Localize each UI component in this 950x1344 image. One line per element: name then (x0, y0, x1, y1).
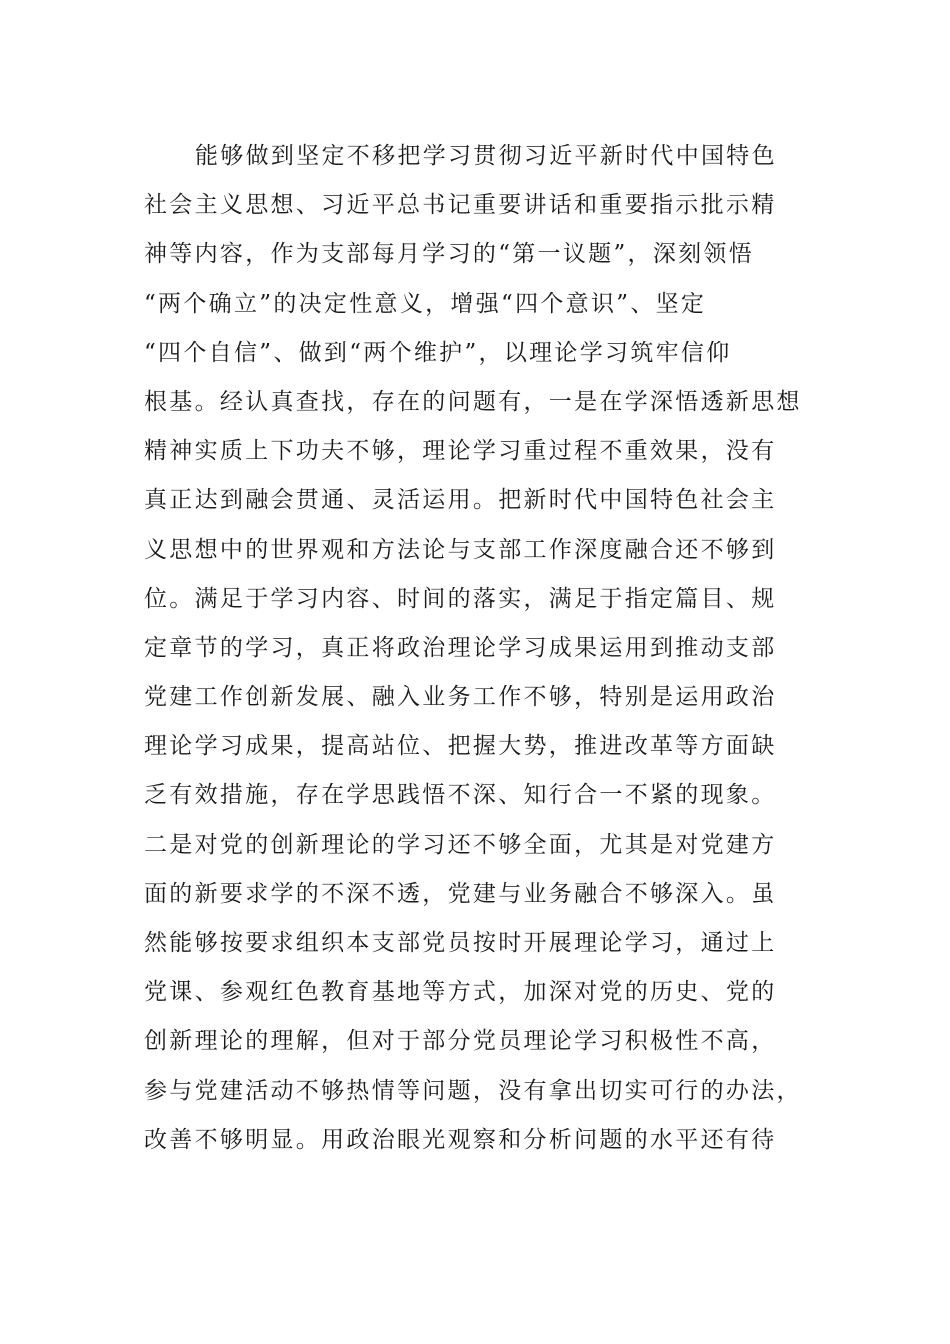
text-line: 神等内容，作为支部每月学习的“第一议题”，深刻领悟 (144, 241, 755, 268)
text-line: 然能够按要求组织本支部党员按时开展理论学习，通过上 (144, 930, 777, 956)
text-line: 二是对党的创新理论的学习还不够全面，尤其是对党建方 (144, 831, 777, 858)
text-line: 参与党建活动不够热情等问题，没有拿出切实可行的办法， (144, 1077, 802, 1104)
text-line: 乏有效措施，存在学思践悟不深、知行合一不紧的现象。 (144, 782, 777, 809)
text-line: 位。满足于学习内容、时间的落实，满足于指定篇目、规 (144, 585, 777, 612)
text-line: “两个确立”的决定性意义，增强“四个意识”、坚定 (144, 290, 707, 317)
text-line: 能够做到坚定不移把学习贯彻习近平新时代中国特色 (195, 143, 777, 169)
text-line: “四个自信”、做到“两个维护”，以理论学习筑牢信仰 (144, 339, 732, 366)
text-line: 根基。经认真查找，存在的问题有，一是在学深悟透新思想 (144, 388, 802, 415)
text-line: 党课、参观红色教育基地等方式，加深对党的历史、党的 (144, 979, 777, 1006)
body-text (144, 132, 824, 1165)
text-line: 精神实质上下功夫不够，理论学习重过程不重效果，没有 (144, 438, 777, 465)
text-line: 创新理论的理解，但对于部分党员理论学习积极性不高， (144, 1028, 777, 1055)
text-line: 真正达到融会贯通、灵活运用。把新时代中国特色社会主 (144, 487, 777, 514)
text-line: 改善不够明显。用政治眼光观察和分析问题的水平还有待 (144, 1126, 777, 1153)
text-line: 社会主义思想、习近平总书记重要讲话和重要指示批示精 (144, 192, 777, 219)
text-line: 理论学习成果，提高站位、把握大势，推进改革等方面缺 (144, 733, 777, 760)
text-line: 党建工作创新发展、融入业务工作不够，特别是运用政治 (144, 684, 777, 711)
text-line: 义思想中的世界观和方法论与支部工作深度融合还不够到 (144, 536, 777, 563)
text-line: 定章节的学习，真正将政治理论学习成果运用到推动支部 (144, 634, 777, 661)
text-line: 面的新要求学的不深不透，党建与业务融合不够深入。虽 (144, 880, 777, 907)
